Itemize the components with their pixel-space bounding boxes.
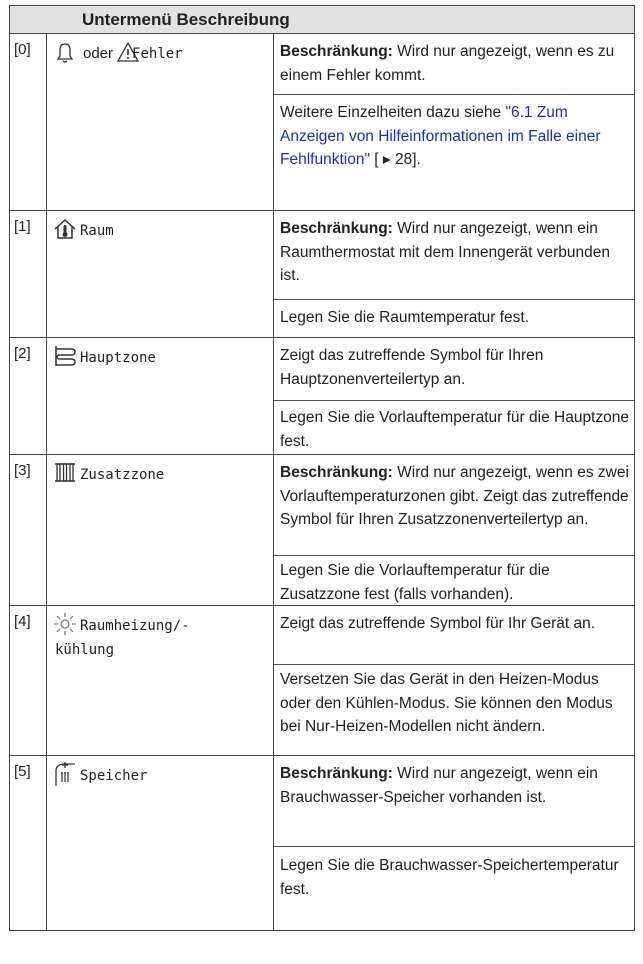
table-row-3 [9, 455, 635, 606]
water-tank-icon [53, 762, 77, 786]
row-5-desc-2: Legen Sie die Brauchwasser-Speichertemperatur fest. [280, 857, 619, 898]
or-text: oder [83, 45, 114, 62]
floor-heating-icon [53, 344, 77, 368]
sun-snowflake-icon [53, 612, 77, 636]
menu-item-hauptzone [53, 344, 156, 370]
row-index: [2] [14, 345, 31, 362]
row-3-desc-2: Legen Sie die Vorlauftemperatur für die Zusatzzone fest (falls vorhanden). [280, 562, 550, 603]
table-row-0 [9, 34, 635, 211]
menu-item-label-line2: kühlung [55, 642, 115, 658]
row-1-desc-1: Beschränkung: Wird nur angezeigt, wenn ein Raumthermostat mit dem Innengerät verbunden ist. [280, 220, 610, 284]
row-index: [1] [14, 218, 31, 235]
row-5-desc-1: Beschränkung: Wird nur angezeigt, wenn ein Brauchwasser-Speicher vorhanden ist. [280, 765, 598, 806]
row-2-desc-1: Zeigt das zutreffende Symbol für Ihren Hauptzonenverteilertyp an. [280, 347, 544, 388]
row-0-desc-2: Weitere Einzelheiten dazu siehe "6.1 Zum Anzeigen von Hilfeinformationen im Falle einer Fehlfunktion" [ ▸ 28]. [280, 104, 601, 168]
table-header-title: Untermenü Beschreibung [82, 10, 290, 29]
table-row-4 [9, 606, 635, 756]
menu-item-label: Speicher [80, 768, 148, 784]
menu-item-label: Hauptzone [80, 350, 156, 366]
row-index: [4] [14, 613, 31, 630]
menu-item-raum [53, 217, 114, 243]
row-4-desc-2: Versetzen Sie das Gerät in den Heizen-Modus oder den Kühlen-Modus. Sie können den Modus bei Nur-Heizen-Modellen nicht ändern. [280, 671, 613, 735]
menu-item-label: Raumheizung/- [80, 618, 190, 634]
row-1-desc-2: Legen Sie die Raumtemperatur fest. [280, 309, 529, 326]
bell-icon [53, 40, 77, 64]
table-row-5 [9, 756, 635, 931]
radiator-icon [53, 461, 77, 485]
row-index: [3] [14, 462, 31, 479]
menu-item-raumheizung [53, 612, 190, 638]
row-index: [0] [14, 41, 31, 58]
menu-item-label: Fehler [132, 46, 183, 62]
menu-item-label: Zusatzzone [80, 467, 165, 483]
row-3-desc-1: Beschränkung: Wird nur angezeigt, wenn es zwei Vorlauftemperaturzonen gibt. Zeigt das zutreffende Symbol für Ihren Zusatzzonenverteilertyp an. [280, 464, 629, 528]
section-link[interactable]: "6.1 Zum Anzeigen von Hilfeinformationen im Falle einer Fehlfunktion" [280, 104, 601, 168]
row-0-desc-1: Beschränkung: Wird nur angezeigt, wenn es zu einem Fehler kommt. [280, 43, 615, 84]
table-header [9, 5, 635, 34]
menu-item-fehler [53, 40, 183, 66]
menu-item-zusatzzone [53, 461, 164, 487]
house-thermometer-icon [53, 217, 77, 241]
table-row-1 [9, 211, 635, 338]
menu-item-speicher [53, 762, 147, 788]
menu-item-label: Raum [80, 223, 114, 239]
row-index: [5] [14, 763, 31, 780]
row-4-desc-1: Zeigt das zutreffende Symbol für Ihr Gerät an. [280, 615, 596, 632]
table-row-2 [9, 338, 635, 455]
row-2-desc-2: Legen Sie die Vorlauftemperatur für die Hauptzone fest. [280, 409, 629, 450]
